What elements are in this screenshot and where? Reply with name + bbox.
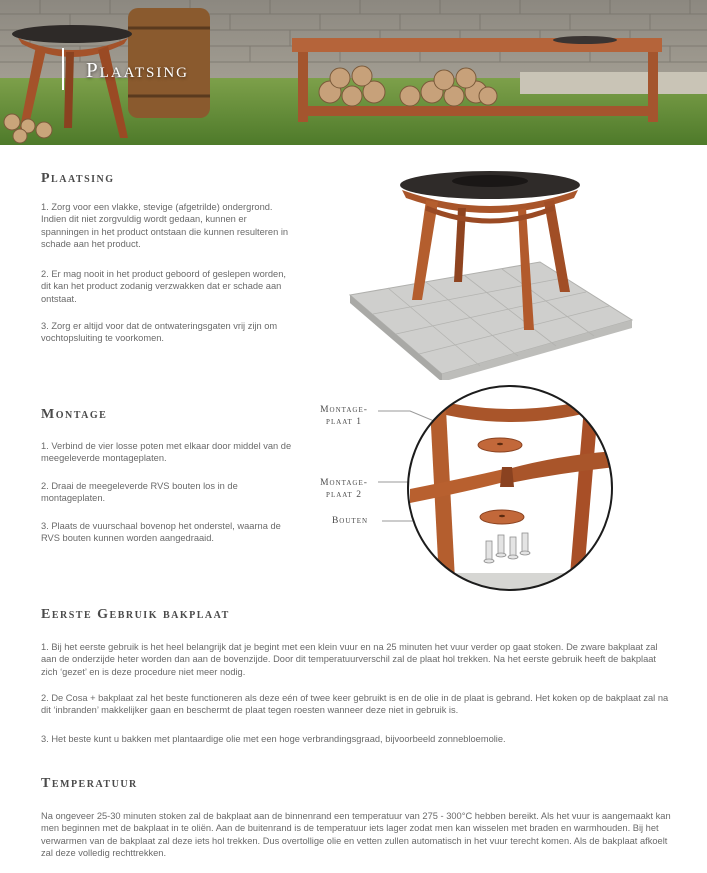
montage-detail-illustration xyxy=(370,385,615,600)
hero-banner xyxy=(0,0,707,145)
montage-paragraph-2: 2. Draai de meegeleverde RVS bouten los in de montageplaten. xyxy=(41,481,238,504)
label-montageplaat-2 xyxy=(312,477,376,501)
montage-paragraph-3: 3. Plaats de vuurschaal bovenop het onderstel, waarna de RVS bouten kunnen worden aangedraaid. xyxy=(41,521,281,544)
label-bouten: Bouten xyxy=(331,516,369,526)
product-illustration xyxy=(330,160,660,380)
label-montageplaat-2-line1: Montage- xyxy=(320,478,368,488)
temperatuur-paragraph-1: Na ongeveer 25-30 minuten stoken zal de bakplaat aan de binnenrand een temperatuur van 275 - 300°C hebben bereikt. Als het vuur is aangemaakt kan men beginnen met de bakplaat in te oliën. Aan de buitenrand is de temperatuur iets lager zodat men kan wisselen met braden en warmhouden. Bij het verwarmen van de bakplaat zal deze iets hol trekken. Dus overtollige olie en vetten zullen automatisch in het vuur terecht komen. Als de bakplaat afkoelt zal deze volledig rechttrekken. xyxy=(41,811,671,859)
label-montageplaat-1 xyxy=(312,404,376,428)
eerste-gebruik-paragraph-2: 2. De Cosa + bakplaat zal het beste functioneren als deze eén of twee keer gebruikt is en de olie in de plaat is gebrand. Het koken op de bakplaat zal na dit ‘inbranden’ makkelijker gaan en beschermt de plaat tegen roesten wanneer deze niet in gebruik is. xyxy=(41,693,669,716)
montage-paragraph-1: 1. Verbind de vier losse poten met elkaar door middel van de meegeleverde montageplaten. xyxy=(41,441,292,464)
banner-divider xyxy=(62,48,64,90)
label-montageplaat-2-line2: plaat 2 xyxy=(326,490,362,500)
label-montageplaat-1-line2: plaat 1 xyxy=(326,417,362,427)
section-title-plaatsing: Plaatsing xyxy=(41,171,115,186)
banner-title: Plaatsing xyxy=(86,58,190,82)
section-title-eerste-gebruik: Eerste Gebruik bakplaat xyxy=(41,607,230,622)
plaatsing-paragraph-1: 1. Zorg voor een vlakke, stevige (afgetrilde) ondergrond. Indien dit niet zorgvuldig wordt gedaan, kunnen er spanningen in het product ontstaan die kunnen resulteren in schade aan het product. xyxy=(41,202,289,250)
eerste-gebruik-paragraph-1: 1. Bij het eerste gebruik is het heel belangrijk dat je begint met een klein vuur en na 25 minuten het vuur verder op gaat stoken. De zware bakplaat zal aan de onderzijde heter worden dan aan de bovenzijde. Door dit temperatuurverschil zal de plaat hol trekken. Na het eerste gebruik heeft de bakplaat zich ‘gezet’ en is deze procedure niet meer nodig. xyxy=(41,642,658,677)
plaatsing-paragraph-2: 2. Er mag nooit in het product geboord of geslepen worden, dit kan het product zodanig verzwakken dat er schade aan ontstaat. xyxy=(41,269,286,304)
plaatsing-paragraph-3: 3. Zorg er altijd voor dat de ontwateringsgaten vrij zijn om vochtopsluiting te voorkomen. xyxy=(41,321,278,344)
section-title-montage: Montage xyxy=(41,407,108,422)
section-title-temperatuur: Temperatuur xyxy=(41,776,138,791)
label-montageplaat-1-line1: Montage- xyxy=(320,405,368,415)
eerste-gebruik-paragraph-3: 3. Het beste kunt u bakken met plantaardige olie met een hoge verbrandingsgraad, bijvoorbeeld zonnebloemolie. xyxy=(41,734,506,744)
